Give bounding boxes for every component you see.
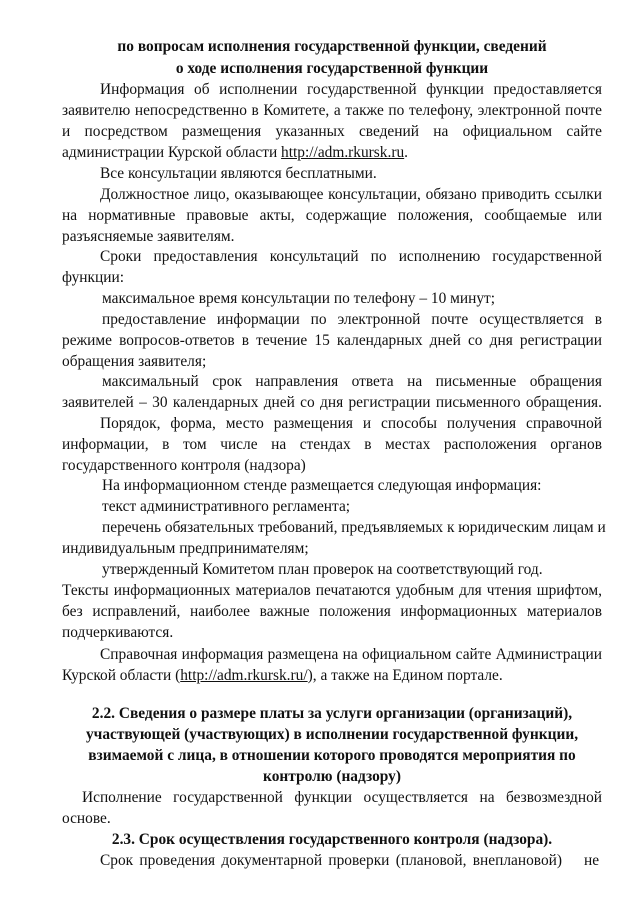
section-heading: взимаемой с лица, в отношении которого проводятся мероприятия по xyxy=(88,747,576,764)
paragraph-line: Срок проведения документарной проверки (плановой, внеплановой) xyxy=(100,852,562,869)
paragraph-line: Все консультации являются бесплатными. xyxy=(100,165,377,182)
paragraph-line: Тексты информационных материалов печатаются удобным для чтения шрифтом, xyxy=(62,582,602,599)
paragraph-line: заявителю непосредственно в Комитете, а также по телефону, электронной почте xyxy=(62,102,602,119)
paragraph-line: функции: xyxy=(62,269,124,286)
section-heading: контролю (надзору) xyxy=(263,768,401,785)
paragraph-line: основе. xyxy=(62,810,111,827)
section-heading: 2.2. Сведения о размере платы за услуги организации (организаций), xyxy=(91,705,573,722)
list-item: перечень обязательных требований, предъявляемых к юридическим лицам и xyxy=(102,519,606,536)
paragraph-line: обращения заявителя; xyxy=(62,353,207,370)
list-item: утвержденный Комитетом план проверок на соответствующий год. xyxy=(102,561,543,578)
paragraph-line: и посредством размещения указанных сведений на официальном сайте xyxy=(62,123,602,140)
website-link[interactable]: http://adm.rkursk.ru xyxy=(281,144,405,161)
website-link[interactable]: http://adm.rkursk.ru/ xyxy=(180,667,308,684)
section-heading: участвующей (участвующих) в исполнении государственной функции, xyxy=(85,726,579,743)
section-heading: 2.3. Срок осуществления государственного контроля (надзора). xyxy=(111,831,553,848)
list-item: текст административного регламента; xyxy=(102,498,351,515)
paragraph-line: заявителей – 30 календарных дней со дня регистрации письменного обращения. xyxy=(62,394,602,411)
paragraph-line: подчеркиваются. xyxy=(62,624,174,641)
list-item: максимальное время консультации по телефону – 10 минут; xyxy=(102,290,496,307)
paragraph-line: Справочная информация размещена на официальном сайте Администрации xyxy=(100,646,602,663)
list-item: предоставление информации по электронной почте осуществляется в xyxy=(102,311,602,328)
paragraph-line: не xyxy=(584,852,600,869)
paragraph-line: Курской области (http://adm.rkursk.ru/), а также на Едином портале. xyxy=(62,667,503,684)
paragraph-line: Сроки предоставления консультаций по исполнению государственной xyxy=(100,248,602,265)
paragraph-line: государственного контроля (надзора) xyxy=(62,457,306,474)
paragraph-line: режиме вопросов-ответов в течение 15 календарных дней со дня регистрации xyxy=(62,332,602,349)
paragraph-line: Исполнение государственной функции осуществляется на безвозмездной xyxy=(82,789,602,806)
heading-line: о ходе исполнения государственной функции xyxy=(175,60,489,77)
paragraph-line: индивидуальным предпринимателям; xyxy=(62,540,309,557)
paragraph-line: Порядок, форма, место размещения и способы получения справочной xyxy=(100,415,602,432)
paragraph-line: разъясняемые заявителям. xyxy=(62,228,235,245)
paragraph-line: администрации Курской области http://adm.rkursk.ru. xyxy=(62,144,409,161)
paragraph-line: На информационном стенде размещается следующая информация: xyxy=(102,477,542,494)
list-item: максимальный срок направления ответа на письменные обращения xyxy=(102,373,602,390)
heading-line: по вопросам исполнения государственной функции, сведений xyxy=(117,38,547,55)
paragraph-line: информации, в том числе на стендах в местах расположения органов xyxy=(62,436,602,453)
paragraph-line: Информация об исполнении государственной функции предоставляется xyxy=(100,81,602,98)
paragraph-line: на нормативные правовые акты, содержащие положения, сообщаемые или xyxy=(62,207,602,224)
paragraph-line: Должностное лицо, оказывающее консультации, обязано приводить ссылки xyxy=(100,186,602,203)
paragraph-line: без исправлений, наиболее важные положения информационных материалов xyxy=(62,603,602,620)
